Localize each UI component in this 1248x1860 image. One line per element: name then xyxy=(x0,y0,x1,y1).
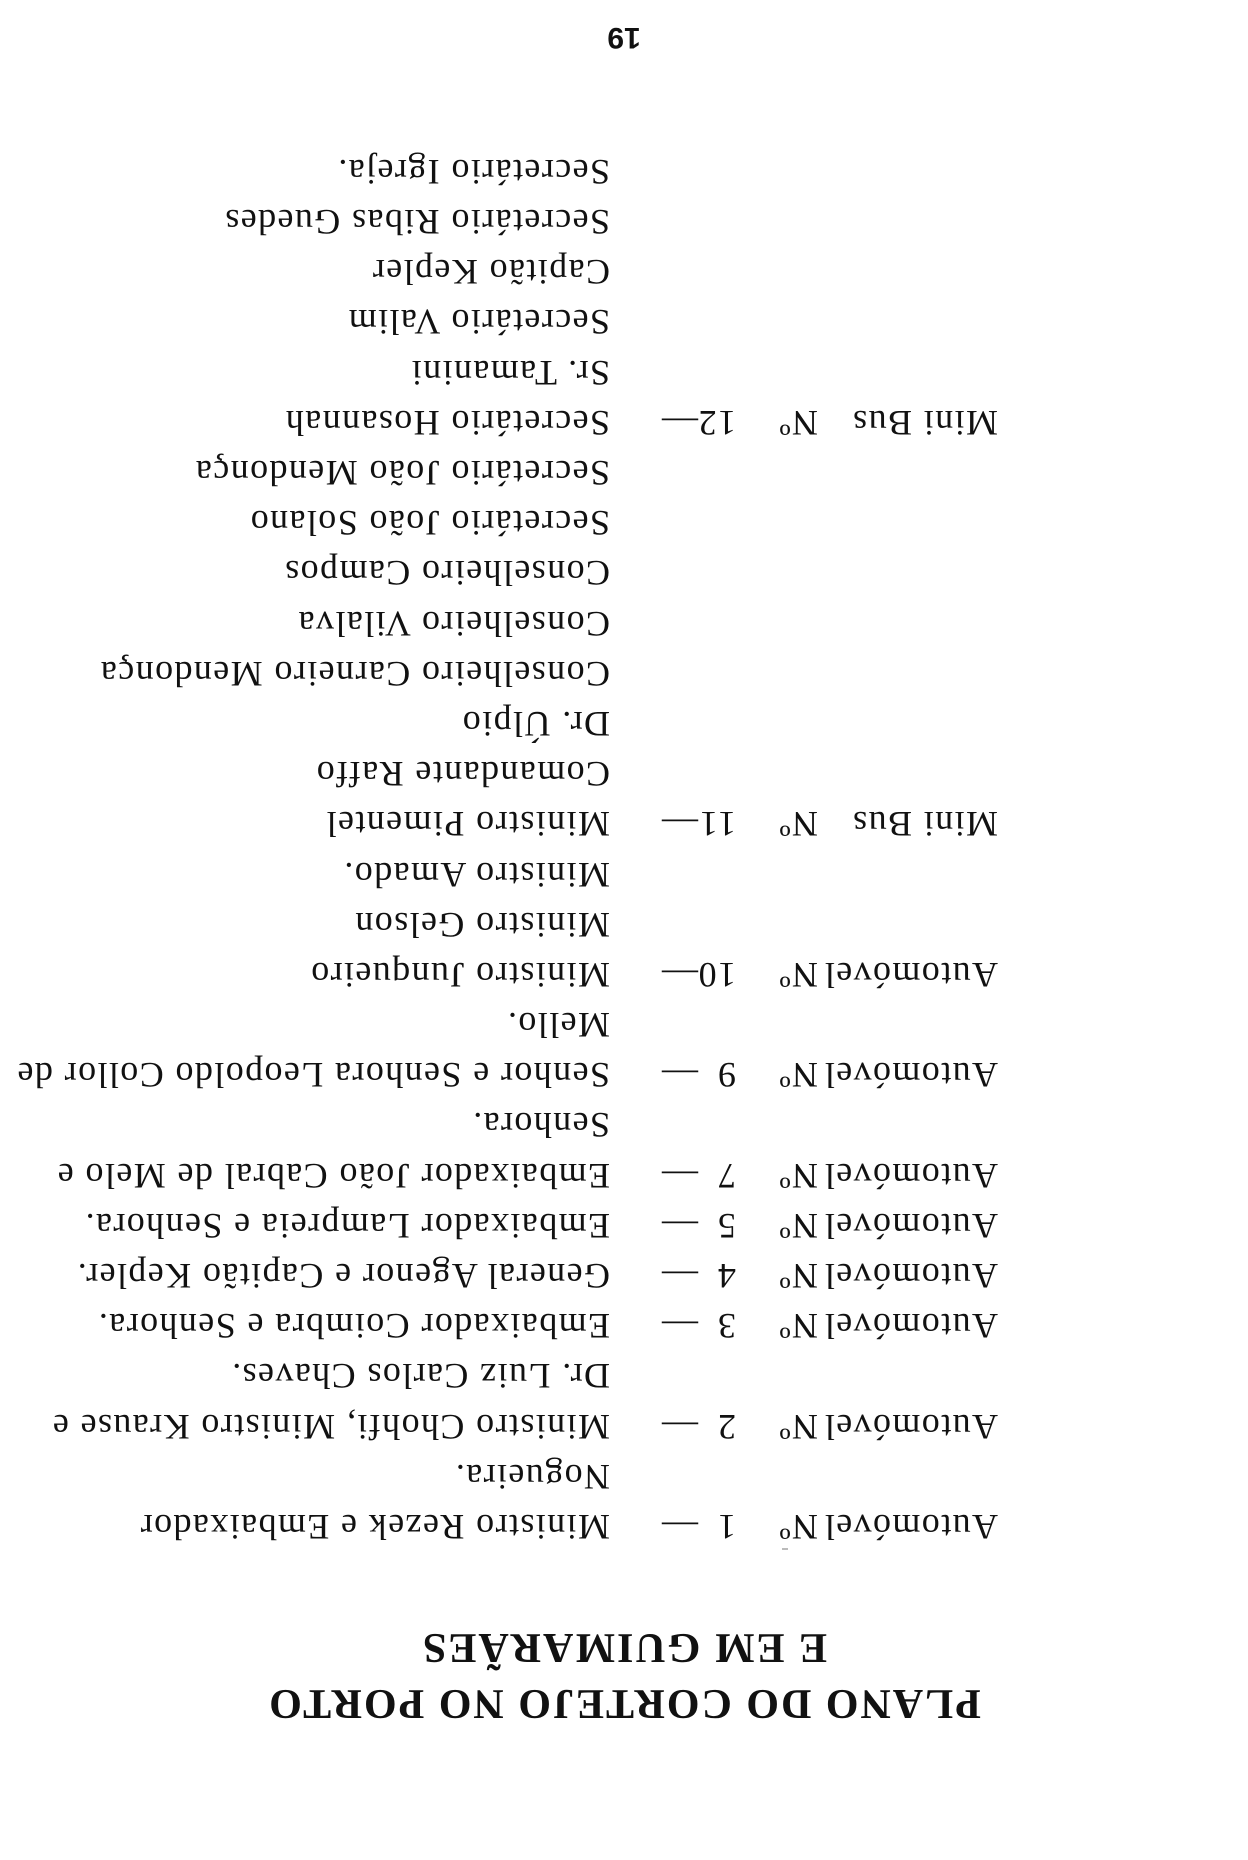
cortejo-entry-line xyxy=(38,749,998,799)
passenger-text: Secretário Igreja. xyxy=(336,151,610,192)
em-dash: — xyxy=(660,1406,698,1447)
number-sign: Nº xyxy=(778,1306,818,1347)
em-dash: — xyxy=(660,804,698,845)
vehicle-number: 5 xyxy=(716,1205,736,1246)
cortejo-entry-line xyxy=(38,147,998,197)
vehicle-label: Automóvel xyxy=(823,1205,998,1246)
vehicle-number: 4 xyxy=(716,1256,736,1297)
cortejo-entry-line xyxy=(38,448,998,498)
vehicle-number: 11 xyxy=(698,804,736,845)
passenger-text: Nogueira. xyxy=(454,1456,610,1497)
passenger-text: Conselheiro Campos xyxy=(283,553,610,594)
em-dash: — xyxy=(660,1155,698,1196)
vehicle-label: Automóvel xyxy=(823,1055,998,1096)
number-sign: Nº xyxy=(778,954,818,995)
page-title-line-1: PLANO DO CORTEJO NO PORTO xyxy=(267,1680,981,1726)
passenger-text: Sr. Tamanini xyxy=(410,352,610,393)
page-title-line-2: E EM GUIMARÃES xyxy=(420,1624,828,1670)
passenger-text: Dr. Luiz Carlos Chaves. xyxy=(230,1356,610,1397)
cortejo-entry-line xyxy=(38,1452,998,1502)
passenger-text: Secretário Ribas Guedes xyxy=(223,202,610,243)
cortejo-entry-line xyxy=(38,1401,998,1451)
cortejo-entry-line xyxy=(38,498,998,548)
vehicle-label: Automóvel xyxy=(823,1507,998,1547)
cortejo-entry-line xyxy=(38,1351,998,1401)
vehicle-label: Mini Bus xyxy=(851,402,998,443)
vehicle-number: 1 xyxy=(716,1507,736,1547)
em-dash: — xyxy=(660,1055,698,1096)
em-dash: — xyxy=(660,1306,698,1347)
passenger-text: Secretário Valim xyxy=(347,302,610,343)
passenger-text: Ministro Amado. xyxy=(342,854,610,895)
passenger-text: Ministro Chohfi, Ministro Krause e xyxy=(51,1406,610,1447)
vehicle-number: 12 xyxy=(697,402,736,443)
cortejo-entry-line xyxy=(38,649,998,699)
cortejo-entry-line xyxy=(38,598,998,648)
em-dash: — xyxy=(660,1256,698,1297)
number-sign: Nº xyxy=(778,1205,818,1246)
number-sign: Nº xyxy=(778,1155,818,1196)
number-sign: Nº xyxy=(778,402,818,443)
page-number: 19 xyxy=(607,21,641,54)
cortejo-entry-line xyxy=(38,1201,998,1251)
passenger-text: Capitão Kepler xyxy=(371,252,610,293)
passenger-text: Conselheiro Vilalva xyxy=(297,603,610,644)
number-sign: Nº xyxy=(778,1256,818,1297)
cortejo-entry-line xyxy=(38,1502,998,1552)
vehicle-label: Automóvel xyxy=(823,1256,998,1297)
em-dash: — xyxy=(660,954,698,995)
passenger-text: Ministro Gelson xyxy=(353,904,610,945)
passenger-text: Ministro Rezek e Embaixador xyxy=(139,1507,610,1547)
em-dash: — xyxy=(660,1507,698,1547)
vehicle-number: 9 xyxy=(716,1055,736,1096)
cortejo-entry-line xyxy=(38,297,998,347)
cortejo-entry-line xyxy=(16,1050,998,1100)
passenger-text: General Agenor e Capitão Kepler. xyxy=(76,1256,610,1297)
passenger-text: Embaixador Coimbra e Senhora. xyxy=(97,1306,610,1347)
passenger-text: Mello. xyxy=(506,1005,610,1046)
cortejo-entry-line xyxy=(38,849,998,899)
cortejo-entry-line xyxy=(38,548,998,598)
cortejo-list xyxy=(16,147,998,1552)
cortejo-entry-line xyxy=(38,398,998,448)
passenger-text: Secretário Hosannah xyxy=(284,402,610,443)
passenger-text: Ministro Junqueiro xyxy=(309,954,610,995)
passenger-text: Comandante Raffo xyxy=(315,754,610,795)
number-sign: Nº xyxy=(778,804,818,845)
number-sign: Nº xyxy=(778,1406,818,1447)
passenger-text: Secretário João Solano xyxy=(249,503,610,544)
passenger-text: Senhora. xyxy=(471,1105,610,1146)
passenger-text: Embaixador João Cabral de Melo e xyxy=(56,1155,610,1196)
vehicle-label: Automóvel xyxy=(823,1406,998,1447)
cortejo-entry-line xyxy=(38,900,998,950)
vehicle-number: 2 xyxy=(716,1406,736,1447)
number-sign: Nº xyxy=(778,1055,818,1096)
cortejo-entry-line xyxy=(38,1000,998,1050)
em-dash: — xyxy=(660,1205,698,1246)
cortejo-entry-line xyxy=(38,799,998,849)
cortejo-entry-line xyxy=(38,1301,998,1351)
vehicle-label: Mini Bus xyxy=(851,804,998,845)
cortejo-entry-line xyxy=(38,348,998,398)
vehicle-number: 10 xyxy=(697,954,736,995)
cortejo-entry-line xyxy=(38,1251,998,1301)
cortejo-entry-line xyxy=(38,247,998,297)
cortejo-entry-line xyxy=(38,950,998,1000)
passenger-text: Secretário João Mendonça xyxy=(194,453,610,494)
vehicle-label: Automóvel xyxy=(823,954,998,995)
vehicle-label: Automóvel xyxy=(823,1155,998,1196)
passenger-text: Dr. Úlpio xyxy=(461,704,610,744)
cortejo-entry-line xyxy=(38,1151,998,1201)
cortejo-entry-line xyxy=(38,699,998,749)
vehicle-number: 3 xyxy=(716,1306,736,1347)
passenger-text: Senhor e Senhora Leopoldo Collor de xyxy=(16,1055,610,1096)
passenger-text: Ministro Pimentel xyxy=(325,804,610,845)
passenger-text: Conselheiro Carneiro Mendonça xyxy=(99,653,610,694)
em-dash: — xyxy=(660,402,698,443)
cortejo-entry-line xyxy=(38,1100,998,1150)
vehicle-label: Automóvel xyxy=(823,1306,998,1347)
cortejo-entry-line xyxy=(38,197,998,247)
scan-speck xyxy=(782,1548,788,1550)
passenger-text: Embaixador Lampreia e Senhora. xyxy=(84,1205,610,1246)
number-sign: Nº xyxy=(778,1507,818,1547)
vehicle-number: 7 xyxy=(716,1155,736,1196)
